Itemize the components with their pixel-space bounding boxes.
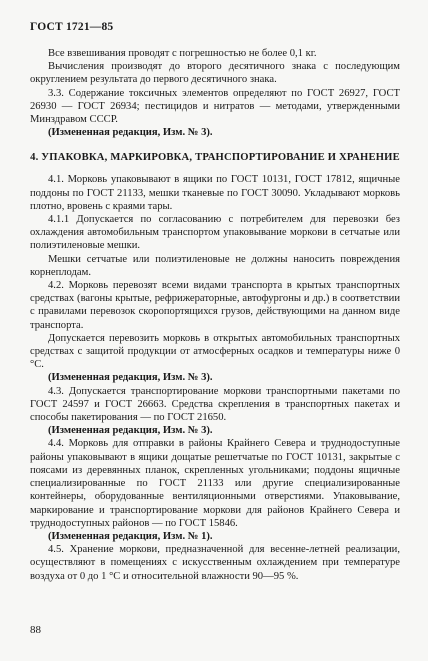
paragraph-4-1: 4.1. Морковь упаковывают в ящики по ГОСТ 10131, ГОСТ 17812, ящичные поддоны по ГОСТ 21133, мешки тканевые по ГОСТ 30090. Укладывают морковь плотно, вровень с краями тары. — [30, 174, 400, 212]
paragraph-calculations: Вычисления производят до второго десятичного знака с последующим округлением результата до первого десятичного знака. — [30, 61, 400, 86]
running-header: ГОСТ 1721—85 — [30, 21, 114, 33]
paragraph-4-1-1: 4.1.1 Допускается по согласованию с потребителем для перевозки без охлаждения автомобильным транспортом упаковывание моркови в сетчатые или полиэтиленовые мешки. — [30, 214, 400, 252]
amendment-note: (Измененная редакция, Изм. № 1). — [48, 530, 213, 542]
paragraph-4-2: 4.2. Морковь перевозят всеми видами транспорта в крытых транспортных средствах (вагоны крытые, рефрижераторные, автофургоны и др.) в соответствии с правилами перевозок скоропортящихся грузов, действующими на данном виде транспорта. — [30, 280, 400, 331]
paragraph-4-4: 4.4. Морковь для отправки в районы Крайнего Севера и труднодоступные районы упаковывают в ящики дощатые решетчатые по ГОСТ 10131, закрытые с поясами из деревянных планок, скрепленных угольниками; поддоны ящичные специализированные по ГОСТ 21133 или другие специализированные контейнеры, оборудованные вентиляционными отверстиями. Упаковывание, маркирование и транспортирование моркови для районов Крайнего Севера и труднодоступных районов — по ГОСТ 15846. — [30, 438, 400, 529]
amendment-note: (Измененная редакция, Изм. № 3). — [48, 372, 213, 384]
paragraph-3-3: 3.3. Содержание токсичных элементов определяют по ГОСТ 26927, ГОСТ 26930 — ГОСТ 26934; пестицидов и нитратов — методами, утвержденными Минздравом СССР. — [30, 87, 400, 126]
section-heading-4: 4. УПАКОВКА, МАРКИРОВКА, ТРАНСПОРТИРОВАНИЕ И ХРАНЕНИЕ — [30, 152, 400, 164]
paragraph-4-3: 4.3. Допускается транспортирование моркови транспортными пакетами по ГОСТ 24597 и ГОСТ 26663. Средства скрепления в транспортных пакетах и способы пакетирования — по ГОСТ 21650. — [30, 385, 400, 424]
paragraph-weighing: Все взвешивания проводят с погрешностью не более 0,1 кг. — [48, 48, 317, 59]
amendment-note: (Измененная редакция, Изм. № 3). — [48, 425, 213, 437]
amendment-note: (Измененная редакция, Изм. № 3). — [48, 127, 213, 139]
paragraph-bags: Мешки сетчатые или полиэтиленовые не должны наносить повреждения корнеплодам. — [30, 253, 400, 278]
paragraph-4-5: 4.5. Хранение моркови, предназначенной для весенне-летней реализации, осуществляют в помещениях с искусственным охлаждением при температуре воздуха от 0 до 1 °С и относительной влажности 90—95 %. — [30, 544, 400, 582]
paragraph-open-transport: Допускается перевозить морковь в открытых автомобильных транспортных средствах с защитой продукции от атмосферных осадков и температуры ниже 0 °С. — [30, 332, 400, 371]
page-number: 88 — [30, 624, 41, 636]
